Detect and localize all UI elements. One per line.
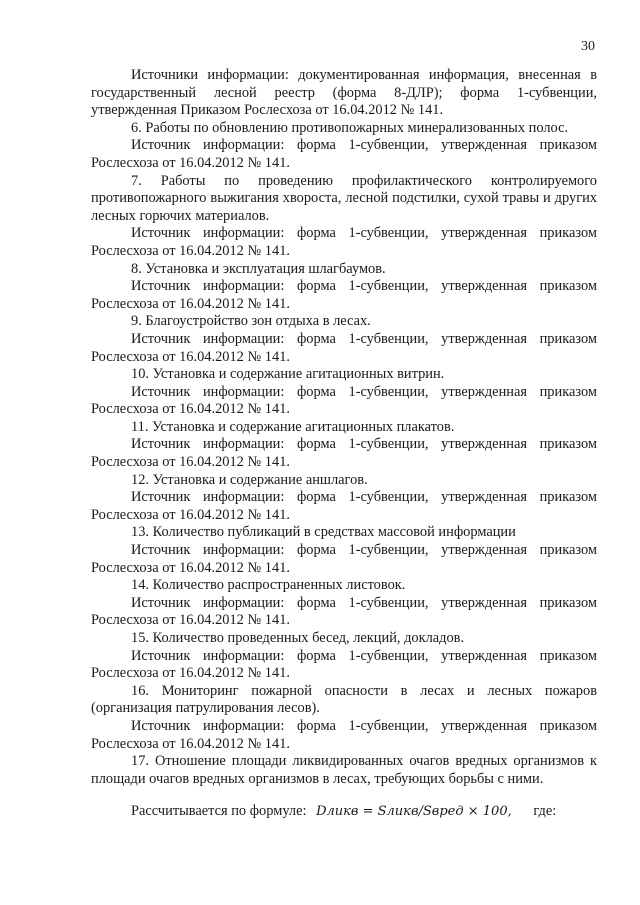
item-7-heading: 7. Работы по проведению профилактического контролируемого противопожарного выжигания хвороста, лесной подстилки, сухой травы и других лесных горючих материалов. [91, 172, 597, 224]
item-14-heading: 14. Количество распространенных листовок. [131, 577, 406, 594]
item-8-source: Источник информации: форма 1-субвенции, утвержденная приказом Рослесхоза от 16.04.2012 № 141. [91, 278, 597, 312]
item-13-source: Источник информации: форма 1-субвенции, утвержденная приказом Рослесхоза от 16.04.2012 № 141. [91, 542, 597, 576]
item-6-source: Источник информации: форма 1-субвенции, утвержденная приказом Рослесхоза от 16.04.2012 № 141. [91, 137, 597, 171]
item-6-heading: 6. Работы по обновлению противопожарных минерализованных полос. [131, 119, 569, 136]
item-15-source: Источник информации: форма 1-субвенции, утвержденная приказом Рослесхоза от 16.04.2012 № 141. [91, 647, 597, 682]
paragraph-sources-info: Источники информации: документированная информация, внесенная в государственный лесной реестр (форма 8-ДЛР); форма 1-субвенции, утвержденная Приказом Рослесхоза от 16.04.2012 № 141. [91, 67, 597, 119]
item-16-source: Источник информации: форма 1-субвенции, утвержденная приказом Рослесхоза от 16.04.2012 № 141. [91, 717, 597, 752]
document-body [91, 67, 597, 821]
item-11-heading: 11. Установка и содержание агитационных плакатов. [131, 418, 455, 435]
formula-line [91, 802, 597, 821]
item-16-heading: 16. Мониторинг пожарной опасности в лесах и лесных пожаров (организация патрулирования лесов). [91, 682, 597, 717]
item-7-source: Источник информации: форма 1-субвенции, утвержденная приказом Рослесхоза от 16.04.2012 № 141. [91, 225, 597, 259]
item-13-heading: 13. Количество публикаций в средствах массовой информации [131, 524, 516, 541]
formula: Dликв = Sликв/Sвред × 100, [316, 804, 512, 820]
item-10-source: Источник информации: форма 1-субвенции, утвержденная приказом Рослесхоза от 16.04.2012 № 141. [91, 383, 597, 418]
item-8-heading: 8. Установка и эксплуатация шлагбаумов. [131, 260, 386, 277]
item-11-source: Источник информации: форма 1-субвенции, утвержденная приказом Рослесхоза от 16.04.2012 № 141. [91, 436, 597, 471]
item-10-heading: 10. Установка и содержание агитационных витрин. [131, 366, 445, 383]
item-12-heading: 12. Установка и содержание аншлагов. [131, 471, 368, 488]
item-9-source: Источник информации: форма 1-субвенции, утвержденная приказом Рослесхоза от 16.04.2012 № 141. [91, 330, 597, 365]
formula-lead: Рассчитывается по формуле: [131, 803, 307, 820]
item-17-heading: 17. Отношение площади ликвидированных очагов вредных организмов к площади очагов вредных организмов в лесах, требующих борьбы с ними. [91, 753, 597, 787]
item-14-source: Источник информации: форма 1-субвенции, утвержденная приказом Рослесхоза от 16.04.2012 № 141. [91, 594, 597, 629]
item-12-source: Источник информации: форма 1-субвенции, утвержденная приказом Рослесхоза от 16.04.2012 № 141. [91, 489, 597, 523]
formula-tail: где: [533, 803, 557, 820]
item-9-heading: 9. Благоустройство зон отдыха в лесах. [131, 313, 371, 330]
item-15-heading: 15. Количество проведенных бесед, лекций, докладов. [131, 630, 465, 646]
page-number: 30 [581, 39, 595, 54]
